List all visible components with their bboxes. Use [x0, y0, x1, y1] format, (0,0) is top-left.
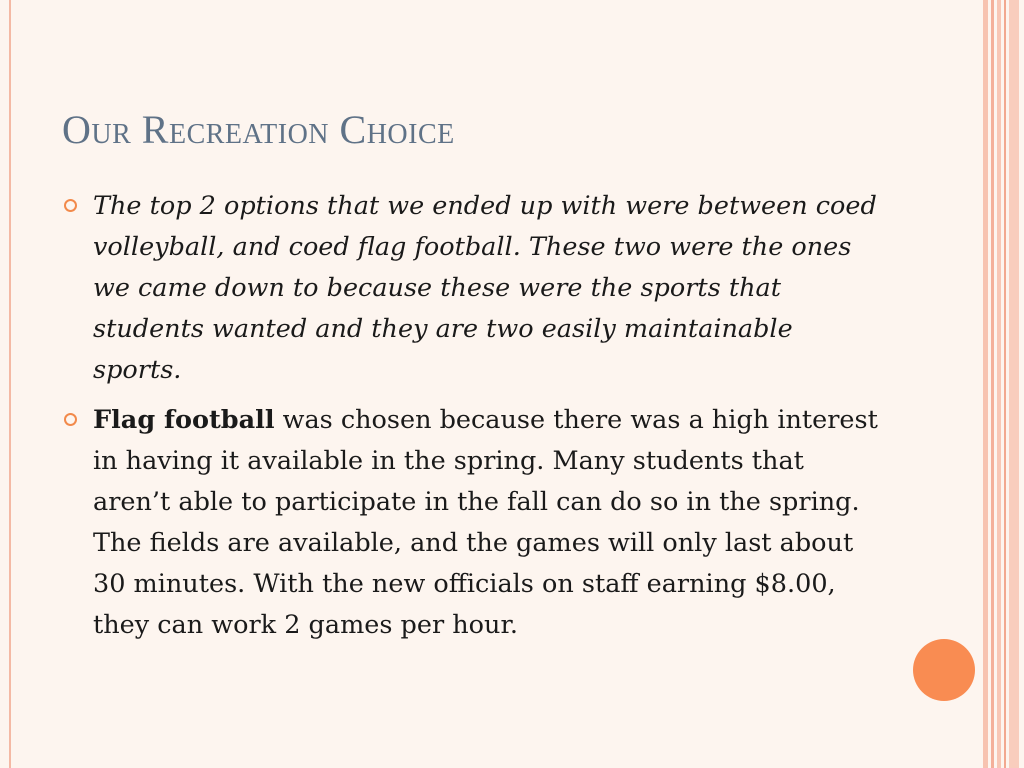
right-border-stripe [991, 0, 994, 768]
slide-body [62, 186, 882, 655]
bullet-text: The top 2 options that we ended up with were between coed volleyball, and coed flag football. These two were the ones we came down to because these were the sports that students wanted and they are two easily maintainable sports. [93, 191, 877, 385]
bullet-circle-icon [64, 199, 77, 212]
bullet-bold-lead: Flag football [93, 405, 275, 435]
accent-circle [913, 639, 975, 701]
bullet-text: was chosen because there was a high interest in having it available in the spring. Many students that aren’t able to participate in the fall can do so in the spring. The fields are available, and the games will only last about 30 minutes. With the new officials on staff earning $8.00, they can work 2 games per hour. [93, 405, 878, 640]
bullet-circle-icon [64, 413, 77, 426]
right-border-stripe [983, 0, 988, 768]
slide-title: Our Recreation Choice [62, 107, 455, 152]
bullet-item [62, 400, 882, 646]
right-border-stripe [1004, 0, 1006, 768]
left-border-line [9, 0, 11, 768]
right-border-stripe [1009, 0, 1019, 768]
bullet-item [62, 186, 882, 391]
right-border-stripe [997, 0, 1001, 768]
